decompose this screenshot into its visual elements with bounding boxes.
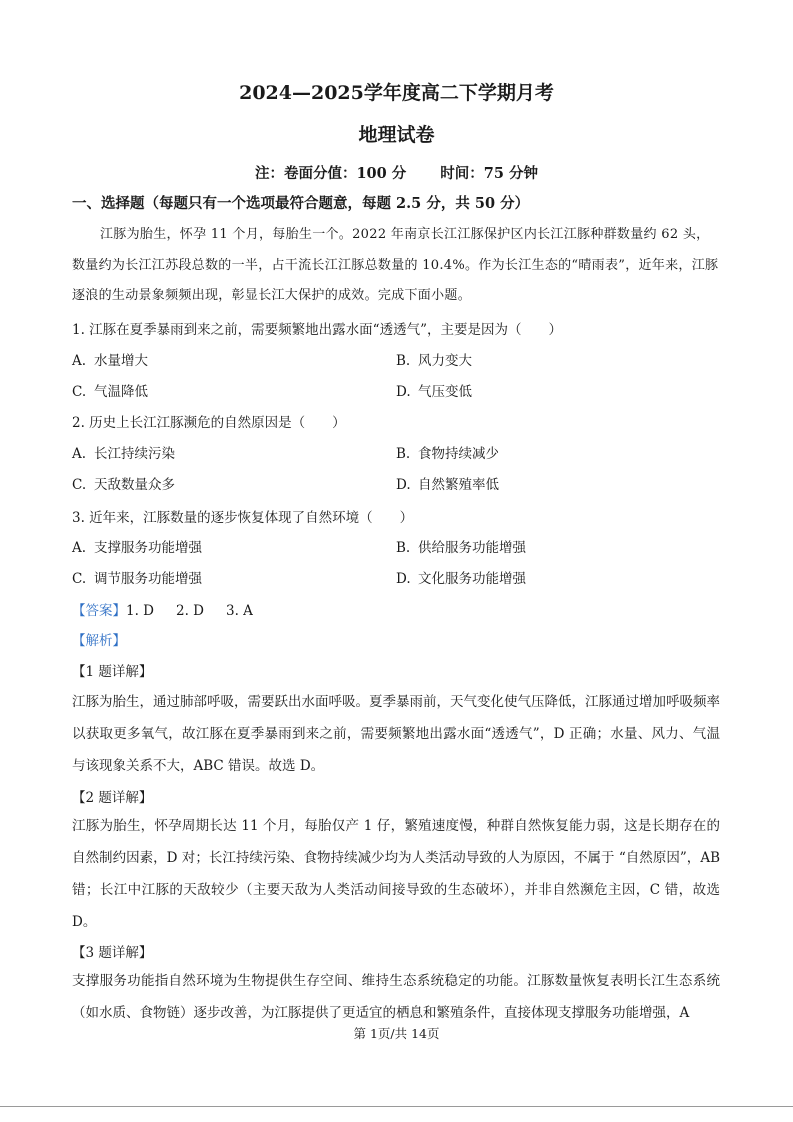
- section-heading: 一、选择题（每题只有一个选项最符合题意，每题 2.5 分，共 50 分）: [72, 195, 530, 212]
- detail-3-text: 支撑服务功能指自然环境为生物提供生存空间、维持生态系统稳定的功能。江豚数量恢复表明长江生态系统（如水质、食物链）逐步改善，为江豚提供了更适宜的栖息和繁殖条件，直接体现支撑服务功能增强，A: [72, 973, 720, 1021]
- answer-label: 【答案】: [72, 603, 126, 619]
- analysis-label: 【解析】: [72, 633, 126, 649]
- question-3-option-d: D. 文化服务功能增强: [396, 571, 526, 587]
- detail-2-heading: 【2 题详解】: [72, 790, 153, 806]
- question-1-option-b: B. 风力变大: [396, 353, 472, 369]
- question-1-option-a: A. 水量增大: [72, 353, 148, 369]
- question-2-option-c: C. 天敌数量众多: [72, 477, 175, 493]
- question-3-option-a: A. 支撑服务功能增强: [72, 540, 202, 556]
- detail-1-text: 江豚为胎生，通过肺部呼吸，需要跃出水面呼吸。夏季暴雨前，天气变化使气压降低，江豚通过增加呼吸频率以获取更多氧气，故江豚在夏季暴雨到来之前，需要频繁地出露水面“透透气”，D 正确；水量、风力、气温与该现象关系不大，ABC 错误。故选 D。: [72, 694, 720, 774]
- question-3-option-b: B. 供给服务功能增强: [396, 540, 526, 556]
- score-note: 注：卷面分值：100 分: [254, 165, 407, 182]
- answer-item: 1. D: [126, 603, 154, 619]
- question-2-stem: 2. 历史上长江江豚濒危的自然原因是（ ）: [72, 415, 346, 431]
- exam-title: 2024—2025学年度高二下学期月考: [239, 82, 554, 104]
- answer-line: [72, 599, 275, 619]
- detail-3-heading: 【3 题详解】: [72, 945, 153, 961]
- question-2-option-b: B. 食物持续减少: [396, 446, 499, 462]
- answer-item: 3. A: [226, 603, 253, 619]
- answer-item: 2. D: [176, 603, 204, 619]
- exam-note: [0, 162, 793, 183]
- bottom-divider: [0, 1106, 793, 1107]
- detail-2-text: 江豚为胎生，怀孕周期长达 11 个月，每胎仅产 1 仔，繁殖速度慢，种群自然恢复能力弱，这是长期存在的自然制约因素，D 对；长江持续污染、食物持续减少均为人类活动导致的人为原因，不属于 “自然原因”，AB 错；长江中江豚的天敌较少（主要天敌为人类活动间接导致的生态破坏），并非自然濒危主因，C 错，故选 D。: [72, 818, 720, 930]
- time-note: 时间：75 分钟: [440, 165, 539, 182]
- question-2-option-d: D. 自然繁殖率低: [396, 477, 499, 493]
- question-3-option-c: C. 调节服务功能增强: [72, 571, 202, 587]
- subject-title: 地理试卷: [358, 124, 435, 146]
- question-3-stem: 3. 近年来，江豚数量的逐步恢复体现了自然环境（ ）: [72, 510, 414, 526]
- question-1-option-c: C. 气温降低: [72, 384, 148, 400]
- detail-1-heading: 【1 题详解】: [72, 664, 153, 680]
- material-intro: 江豚为胎生，怀孕 11 个月，每胎生一个。2022 年南京长江江豚保护区内长江江豚种群数量约 62 头，数量约为长江江苏段总数的一半，占干流长江江豚总数量的 10.4%。作为长江生态的“晴雨表”，近年来，江豚逐浪的生动景象频频出现，彰显长江大保护的成效。完成下面小题。: [72, 227, 719, 303]
- page-footer: 第 1页/共 14页: [353, 1026, 440, 1041]
- question-1-option-d: D. 气压变低: [396, 384, 472, 400]
- question-2-option-a: A. 长江持续污染: [72, 446, 175, 462]
- question-1-stem: 1. 江豚在夏季暴雨到来之前，需要频繁地出露水面“透透气”，主要是因为（ ）: [72, 322, 562, 338]
